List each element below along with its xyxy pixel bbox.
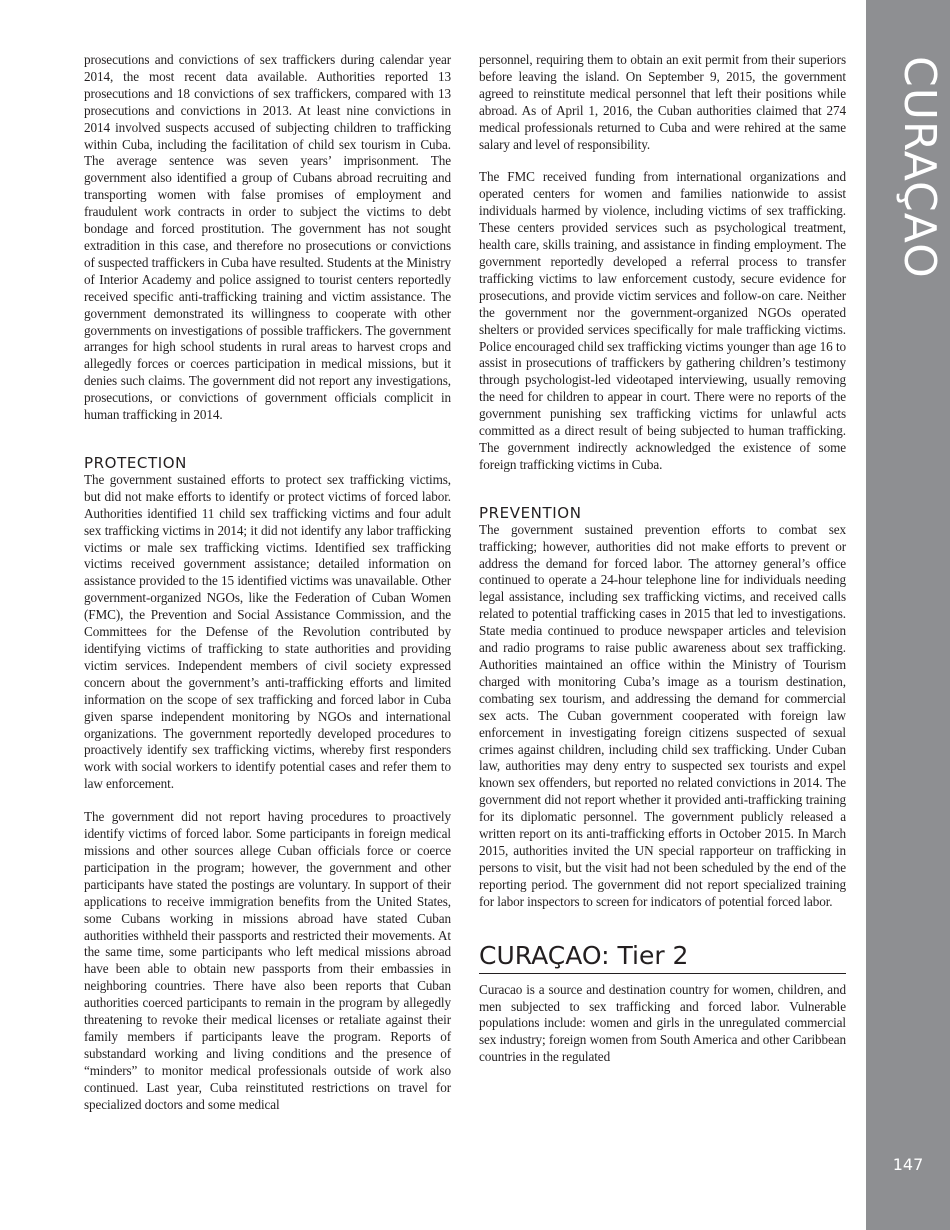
protection-paragraph-1: The government sustained efforts to protect sex trafficking victims, but did not make efforts to identify or protect victims of forced labor. Authorities identified 11 child sex trafficking victims and four adult sex trafficking victims in 2014; it did not identify any labor trafficking victims or male sex trafficking victims. Identified sex trafficking victims received government assistance; detailed information on assistance provided to the 15 identified victims was unavailable. Other government-organized NGOs, like the Federation of Cuban Women (FMC), the Prevention and Social Assistance Commission, and the Committees for the Defense of the Revolution contributed by identifying victims of trafficking to state authorities and providing victim services. Independent members of civil society expressed concern about the government’s anti-trafficking efforts and limited information on the scope of sex trafficking and forced labor in Cuba given sparse independent monitoring by NGOs and international organizations. The government reportedly developed procedures to proactively identify sex trafficking victims, whereby first responders work with social workers to identify potential cases and refer them to law enforcement. — [84, 471, 451, 792]
protection-heading: PROTECTION — [84, 453, 188, 472]
left-column — [84, 52, 451, 1113]
country-intro-paragraph: Curacao is a source and destination country for women, children, and men subjected to sex trafficking and forced labor. Vulnerable populations include: women and girls in the unregulated commercial sex industry; foreign women from South America and other Caribbean countries in the regulated — [479, 981, 846, 1065]
country-tier-heading: CURAÇAO: Tier 2 — [479, 941, 846, 974]
sidebar-country-title: CURAÇAO — [894, 56, 945, 279]
prosecution-continued-paragraph: prosecutions and convictions of sex traffickers during calendar year 2014, the most recent data available. Authorities reported 13 prosecutions and 18 convictions of sex traffickers, compared with 13 prosecutions and convictions in 2013. At least nine convictions in 2014 involved suspects accused of subjecting children to trafficking within Cuba, including the facilitation of child sex tourism in Cuba. The average sentence was seven years’ imprisonment. The government also identified a group of Cubans abroad recruiting and transporting women with false promises of employment and fraudulent work contracts in order to subject the victims to debt bondage and forced prostitution. The government has not sought extradition in this case, and therefore no prosecutions or convictions of suspected traffickers in Cuba have resulted. Students at the Ministry of Interior Academy and police assigned to tourist centers reportedly received specific anti-trafficking training and victim assistance. The government demonstrated its willingness to cooperate with other governments on investigations of possible traffickers. The government arranges for high school students in rural areas to harvest crops and allegedly forces or coerces participation in medical missions, but it denies such claims. The government did not report any investigations, prosecutions, or convictions of government officials complicit in human trafficking in 2014. — [84, 52, 451, 423]
prevention-paragraph: The government sustained prevention efforts to combat sex trafficking; however, authorities did not make efforts to prevent or address the demand for forced labor. The attorney general’s office continued to operate a 24-hour telephone line for individuals needing legal assistance, including sex trafficking victims, and received calls related to potential trafficking cases in 2015 that led to investigations. State media continued to produce newspaper articles and television and radio programs to raise public awareness about sex trafficking. Authorities maintained an office within the Ministry of Tourism charged with monitoring Cuba’s image as a tourism destination, combating sex tourism, and addressing the demand for commercial sex acts. The Cuban government cooperated with foreign law enforcement in investigating foreign citizens suspected of sexual crimes against children, including child sex trafficking. Under Cuban law, authorities may deny entry to suspected sex tourists and expel known sex offenders, but reported no related convictions in 2014. The government did not report whether it provided anti-trafficking training for its diplomatic personnel. The government publicly released a written report on its anti-trafficking efforts in October 2015. In March 2015, authorities invited the UN special rapporteur on trafficking in persons to visit, but the visit had not been scheduled by the end of the reporting period. The government did not report specialized training for labor inspectors to screen for indicators of potential forced labor. — [479, 521, 846, 909]
country-sidebar — [866, 0, 950, 1230]
protection-paragraph-2: The government did not report having procedures to proactively identify victims of forced labor. Some participants in foreign medical missions and other sources allege Cuban officials force or coerce participation in the program; however, the government and other participants have stated the postings are voluntary. In support of their applications to receive immigration benefits from the United States, some Cubans working in missions abroad have stated Cuban authorities withheld their passports and restricted their movements. At the same time, some participants who left medical missions abroad have been able to obtain new passports from their embassies in neighboring countries. There have also been reports that Cuban authorities coerced participants to remain in the program by allegedly threatening to revoke their medical licenses or retaliate against their family members if participants leave the program. Reports of substandard working and living conditions and the presence of “minders” to monitor medical professionals outside of work also continued. Last year, Cuba reinstituted restrictions on travel for specialized doctors and some medical — [84, 809, 451, 1112]
fmc-paragraph: The FMC received funding from international organizations and operated centers for women and families nationwide to assist individuals harmed by violence, including victims of sex trafficking. These centers provided services such as psychological treatment, health care, skills training, and assistance in finding employment. The government reportedly developed a referral process to transfer trafficking victims to law enforcement custody, secure evidence for prosecutions, and provide victim services and follow-on care. Neither the government nor the government-organized NGOs operated shelters or provided services specifically for male trafficking victims. Police encouraged child sex trafficking victims younger than age 16 to assist in prosecutions of traffickers by gathering children’s testimony through psychologist-led videotaped interviewing, usually removing the need for children to appear in court. There were no reports of the government punishing sex trafficking victims for unlawful acts committed as a direct result of being subjected to human trafficking. The government indirectly acknowledged the existence of some foreign trafficking victims in Cuba. — [479, 169, 846, 472]
country-section — [479, 941, 846, 1067]
prevention-heading: PREVENTION — [479, 503, 582, 522]
page-number: 147 — [892, 1155, 924, 1174]
right-column — [479, 52, 846, 1066]
protection-continued-paragraph: personnel, requiring them to obtain an exit permit from their superiors before leaving the island. On September 9, 2015, the government agreed to reinstitute medical personnel that left their positions while abroad. As of April 1, 2016, the Cuban authorities claimed that 274 medical professionals returned to Cuba and were rehired at the same salary and level of responsibility. — [479, 52, 846, 152]
